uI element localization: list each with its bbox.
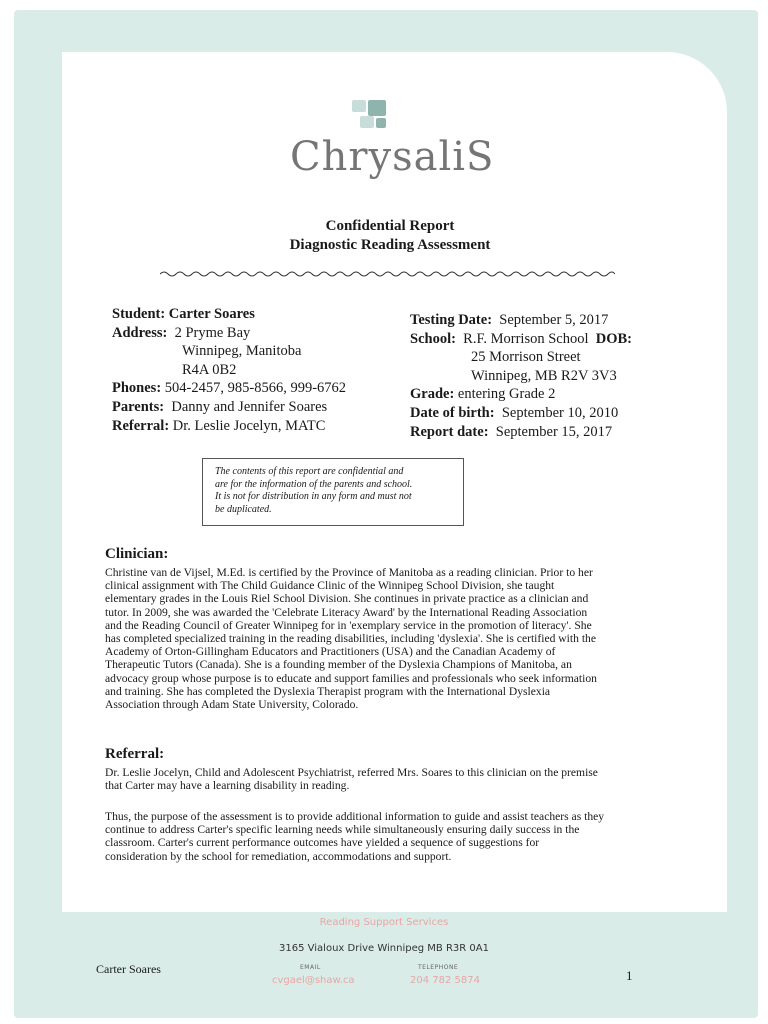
paragraph-line: tutor. In 2009, she was awarded the 'Celebrate Literacy Award' by the International Reading Association xyxy=(105,605,588,619)
student-info xyxy=(112,305,346,435)
report-date-label: Report date: xyxy=(410,423,489,440)
paragraph-line: Academy of Orton-Gillingham Educators and Practitioners (USA) and the Canadian Academy of xyxy=(105,645,556,659)
student-label: Student: Carter Soares xyxy=(112,306,255,322)
paragraph-line: Thus, the purpose of the assessment is to provide additional information to guide and assist teachers as they xyxy=(105,810,605,823)
address-line3: R4A 0B2 xyxy=(182,361,237,378)
notice-line: The contents of this report are confidential and xyxy=(215,466,404,477)
report-date-value: September 15, 2017 xyxy=(495,423,613,440)
footer-email: cvgael@shaw.ca xyxy=(272,975,355,986)
paragraph-line: elementary grades in the Louis Riel School Division. She continues in private practice as a clinician and xyxy=(105,592,589,606)
paragraph-line: Therapeutic Tutors (Canada). She is a founding member of the Dyslexia Champions of Manitoba, an xyxy=(105,658,572,672)
notice-line: be duplicated. xyxy=(215,503,272,515)
logo-square-icon xyxy=(352,100,366,112)
grade-label: Grade: xyxy=(410,386,455,403)
footer-phone: 204 782 5874 xyxy=(410,975,480,986)
referral-value: Dr. Leslie Jocelyn, MATC xyxy=(172,417,326,434)
paragraph-line: classroom. Carter's current performance outcomes have yielded a sequence of suggestions for xyxy=(105,836,540,850)
page-number: 1 xyxy=(626,968,633,983)
grade-value: entering Grade 2 xyxy=(457,386,556,403)
chrysalis-logo xyxy=(290,96,495,186)
paragraph-line: consideration by the school for remediation, accommodations and support. xyxy=(105,849,452,863)
address-line1: 2 Pryme Bay xyxy=(174,324,251,341)
referral-label: Referral: xyxy=(112,417,170,434)
confidentiality-notice xyxy=(202,458,464,526)
referral-heading: Referral: xyxy=(105,746,165,762)
report-title: Confidential Report xyxy=(325,218,455,234)
paragraph-line: and training. She has completed the Dyslexia Therapist program with the International Dyslexia xyxy=(105,684,551,698)
school-address1: 25 Morrison Street xyxy=(471,349,581,366)
footer-email-label: EMAIL xyxy=(300,964,321,971)
testing-date-label: Testing Date: xyxy=(410,312,493,328)
dob-inline-label: DOB: xyxy=(595,330,632,347)
report-subtitle: Diagnostic Reading Assessment xyxy=(289,237,491,253)
clinician-paragraph xyxy=(105,566,643,711)
notice-line: It is not for distribution in any form and must not xyxy=(215,491,412,502)
logo-square-icon xyxy=(360,116,374,128)
phones-label: Phones: xyxy=(112,380,162,397)
parents-value: Danny and Jennifer Soares xyxy=(171,398,328,415)
logo-wordmark: ChrysaliS xyxy=(290,134,495,180)
testing-info xyxy=(410,311,632,441)
paragraph-line: Christine van de Vijsel, M.Ed. is certified by the Province of Manitoba as a reading clinician. Prior to her xyxy=(105,566,593,579)
paragraph-line: clinical assignment with The Child Guidance Clinic of the Winnipeg School Division, she taught xyxy=(105,579,555,593)
paragraph-line: has completed specialized training in the reading disabilities, including 'dyslexia'. She is certified with the xyxy=(105,632,596,646)
testing-date-value: September 5, 2017 xyxy=(499,312,609,328)
paragraph-line: advocacy group whose purpose is to educate and support families and professionals who seek information xyxy=(105,671,597,685)
decorative-divider xyxy=(160,268,615,280)
paragraph-line: and the Reading Council of Greater Winnipeg for in 'exemplary service in the promotion of literacy'. She xyxy=(105,618,592,632)
clinician-heading: Clinician: xyxy=(105,546,169,562)
school-label: School: xyxy=(410,330,456,347)
paragraph-line: Association through Adam State University, Colorado. xyxy=(105,698,359,712)
address-line2: Winnipeg, Manitoba xyxy=(182,343,302,360)
dob-value: September 10, 2010 xyxy=(501,404,619,421)
footer-address: 3165 Vialoux Drive Winnipeg MB R3R 0A1 xyxy=(279,943,489,954)
address-label: Address: xyxy=(112,324,168,341)
referral-paragraph-1 xyxy=(105,766,643,792)
parents-label: Parents: xyxy=(112,398,165,415)
paragraph-line: that Carter may have a learning disability in reading. xyxy=(105,779,350,793)
footer-phone-label: TELEPHONE xyxy=(418,964,459,971)
logo-square-icon xyxy=(368,100,386,116)
logo-square-icon xyxy=(376,118,386,128)
footer-service-name: Reading Support Services xyxy=(319,917,449,928)
referral-paragraph-2 xyxy=(105,810,643,863)
notice-line: are for the information of the parents and school. xyxy=(215,478,413,490)
phones-value: 504-2457, 985-8566, 999-6762 xyxy=(164,380,347,397)
footer-student-name: Carter Soares xyxy=(96,962,161,976)
paragraph-line: continue to address Carter's specific learning needs while simultaneously ensuring daily success in the xyxy=(105,823,580,837)
dob-label: Date of birth: xyxy=(410,404,495,421)
school-address2: Winnipeg, MB R2V 3V3 xyxy=(471,367,617,384)
school-value: R.F. Morrison School xyxy=(463,330,589,347)
paragraph-line: Dr. Leslie Jocelyn, Child and Adolescent Psychiatrist, referred Mrs. Soares to this clinician on the premise xyxy=(105,766,598,779)
